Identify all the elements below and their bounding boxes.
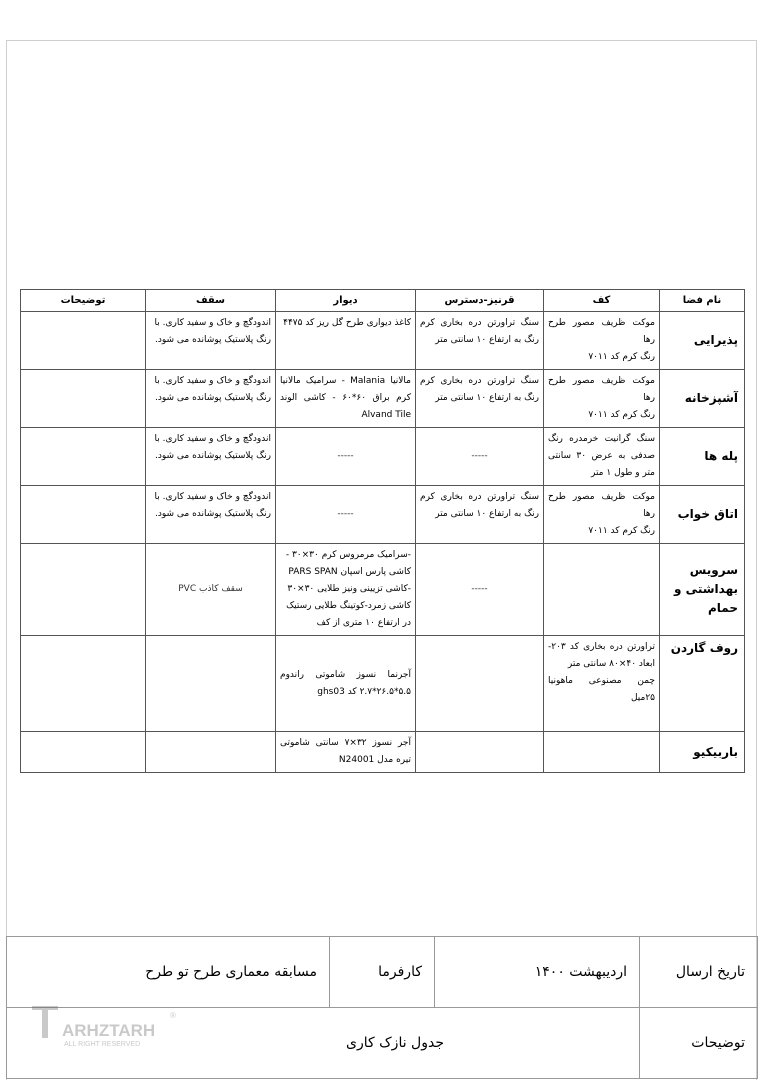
ceiling-cell: اندودگچ و خاک و سفید کاری. با رنگ پلاستیک پوشانده می شود. bbox=[146, 486, 276, 544]
header-notes: توضیحات bbox=[21, 290, 146, 312]
ceiling-cell: سقف کاذب PVC bbox=[146, 544, 276, 636]
ceiling-cell: اندودگچ و خاک و سفید کاری. با رنگ پلاستیک پوشانده می شود. bbox=[146, 428, 276, 486]
ceiling-cell: اندودگچ و خاک و سفید کاری. با رنگ پلاستیک پوشانده می شود. bbox=[146, 312, 276, 370]
table-row bbox=[21, 370, 745, 428]
table-row bbox=[21, 312, 745, 370]
baseboard-cell bbox=[416, 732, 544, 773]
notes-value: جدول نازک کاری bbox=[7, 1008, 640, 1079]
watermark-brand: ARHZTARH bbox=[62, 1021, 156, 1040]
baseboard-cell bbox=[416, 636, 544, 732]
notes-cell bbox=[21, 370, 146, 428]
notes-cell bbox=[21, 486, 146, 544]
send-date-value: اردیبهشت ۱۴۰۰ bbox=[435, 937, 640, 1008]
floor-cell: تراورتن دره بخاری کد ۲۰۳-ابعاد ۴۰×۸۰ سانتی متر چمن مصنوعی ماهونیا ۲۵میل bbox=[544, 636, 660, 732]
table-header-row bbox=[21, 290, 745, 312]
floor-cell bbox=[544, 732, 660, 773]
baseboard-cell: سنگ تراورتن دره بخاری کرم رنگ به ارتفاع ۱۰ سانتی متر bbox=[416, 312, 544, 370]
header-name: نام فضا bbox=[660, 290, 745, 312]
table-row bbox=[21, 544, 745, 636]
table-row bbox=[21, 486, 745, 544]
floor-cell: موکت ظریف مصور طرح رها رنگ کرم کد ۷۰۱۱ bbox=[544, 370, 660, 428]
arhztarh-watermark-logo bbox=[30, 1000, 180, 1050]
notes-cell bbox=[21, 732, 146, 773]
floor-cell bbox=[544, 544, 660, 636]
client-label: کارفرما bbox=[330, 937, 435, 1008]
watermark-tagline: ALL RIGHT RESERVED bbox=[64, 1041, 141, 1048]
floor-cell: سنگ گرانیت خرمدره رنگ صدفی به عرض ۳۰ سانتی متر و طول ۱ متر bbox=[544, 428, 660, 486]
wall-cell: آجرنما نسوز شاموتی راندوم ۵.۵*۲۶.۵*۲.۷ کد ghs03 bbox=[276, 636, 416, 732]
baseboard-cell: ----- bbox=[416, 544, 544, 636]
floor-cell: موکت ظریف مصور طرح رها رنگ کرم کد ۷۰۱۱ bbox=[544, 486, 660, 544]
wall-cell: ----- bbox=[276, 428, 416, 486]
wall-cell: -سرامیک مرمروس کرم ۳۰×۳۰ - کاشی پارس اسپان PARS SPAN -کاشی تزیینی ونیز طلایی ۳۰×۳۰ کاشی زمرد-کوتینگ طلایی رستیک در ارتفاع ۱۰ متری از کف bbox=[276, 544, 416, 636]
table-row bbox=[21, 428, 745, 486]
wall-cell: آجر نسوز ۳۲×۷ سانتی شاموتی تیره مدل N24001 bbox=[276, 732, 416, 773]
wall-cell: ----- bbox=[276, 486, 416, 544]
space-name: پله ها bbox=[660, 428, 745, 486]
ceiling-cell bbox=[146, 732, 276, 773]
notes-label: توضیحات bbox=[640, 1008, 758, 1079]
notes-cell bbox=[21, 428, 146, 486]
ceiling-cell: اندودگچ و خاک و سفید کاری. با رنگ پلاستیک پوشانده می شود. bbox=[146, 370, 276, 428]
wall-cell: مالانیا Malania - سرامیک مالانیا کرم براق ۶۰*۶۰ - کاشی الوند Alvand Tile bbox=[276, 370, 416, 428]
client-value: مسابقه معماری طرح تو طرح bbox=[7, 937, 330, 1008]
baseboard-cell: سنگ تراورتن دره بخاری کرم رنگ به ارتفاع ۱۰ سانتی متر bbox=[416, 370, 544, 428]
baseboard-cell: سنگ تراورتن دره بخاری کرم رنگ به ارتفاع ۱۰ سانتی متر bbox=[416, 486, 544, 544]
baseboard-cell: ----- bbox=[416, 428, 544, 486]
header-wall: دیوار bbox=[276, 290, 416, 312]
table-row bbox=[21, 732, 745, 773]
space-name: پذیرایی bbox=[660, 312, 745, 370]
header-baseboard: قرنیز-دسترس bbox=[416, 290, 544, 312]
space-name: آشپزخانه bbox=[660, 370, 745, 428]
floor-cell: موکت ظریف مصور طرح رها رنگ کرم کد ۷۰۱۱ bbox=[544, 312, 660, 370]
ceiling-cell bbox=[146, 636, 276, 732]
space-name: اتاق خواب bbox=[660, 486, 745, 544]
header-floor: کف bbox=[544, 290, 660, 312]
header-ceiling: سقف bbox=[146, 290, 276, 312]
table-row bbox=[21, 636, 745, 732]
wall-cell: کاغذ دیواری طرح گل ریز کد ۴۴۷۵ bbox=[276, 312, 416, 370]
notes-cell bbox=[21, 544, 146, 636]
notes-cell bbox=[21, 312, 146, 370]
svg-text:®: ® bbox=[170, 1011, 176, 1020]
title-block-row bbox=[7, 937, 758, 1008]
send-date-label: تاریخ ارسال bbox=[640, 937, 758, 1008]
space-name: سرویس بهداشتی و حمام bbox=[660, 544, 745, 636]
finish-schedule-table bbox=[20, 289, 745, 773]
notes-cell bbox=[21, 636, 146, 732]
space-name: باربیکیو bbox=[660, 732, 745, 773]
space-name: روف گاردن bbox=[660, 636, 745, 732]
